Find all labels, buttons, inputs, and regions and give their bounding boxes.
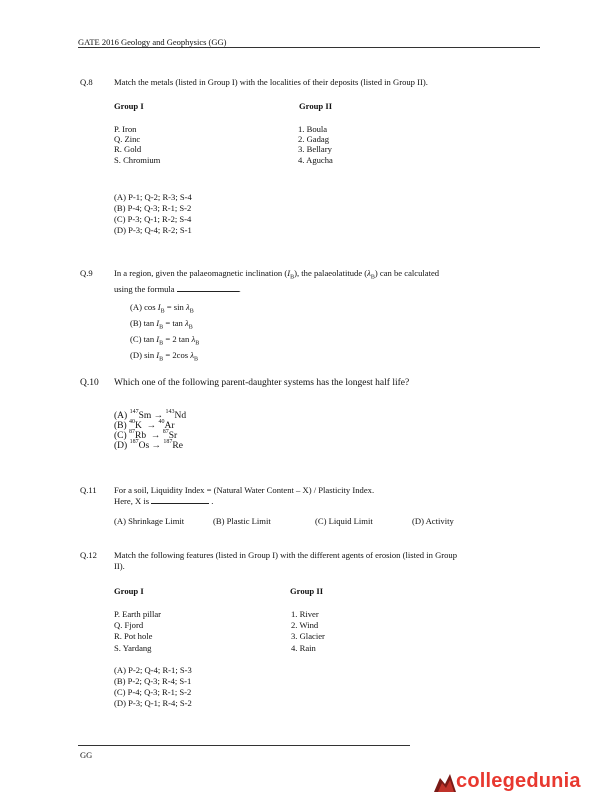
q10-text: Which one of the following parent-daughter systems has the longest half life? (114, 378, 410, 388)
list-item: 2. Gadag (298, 134, 330, 145)
list-item: R. Gold (114, 144, 142, 155)
q12-text: Match the following features (listed in Group I) with the different agents of erosion (listed in Group II). (114, 550, 458, 571)
answer-blank (151, 496, 209, 504)
q11-option-b: (B) Plastic Limit (213, 516, 271, 526)
option: (A) P-1; Q-2; R-3; S-4 (114, 192, 192, 202)
q12-options (114, 665, 192, 709)
q8-group2-list (298, 124, 333, 165)
q12-group2-title: Group II (290, 586, 324, 596)
header-divider (78, 47, 540, 48)
option: (C) P-3; Q-1; R-2; S-4 (114, 214, 192, 224)
list-item: Q. Fjord (114, 620, 144, 631)
list-item: P. Earth pillar (114, 609, 162, 619)
option: (B) $^{40}$K → $^{40}$Ar (114, 419, 175, 431)
q10-options (114, 411, 186, 451)
option: (B) P-4; Q-3; R-1; S-2 (114, 203, 192, 213)
q12-group1-list (114, 609, 161, 654)
q8-number: Q.8 (80, 77, 93, 87)
q8-text: Match the metals (listed in Group I) with the localities of their deposits (listed in Group II). (114, 77, 428, 87)
q8-options (114, 192, 192, 236)
q8-group1-list (114, 124, 160, 165)
option: (B) P-2; Q-3; R-4; S-1 (114, 676, 192, 686)
option: (D) P-3; Q-4; R-2; S-1 (114, 225, 192, 235)
answer-blank (177, 284, 239, 292)
option: (A) P-2; Q-4; R-1; S-3 (114, 665, 192, 675)
list-item: 1. River (291, 609, 319, 619)
list-item: P. Iron (114, 124, 137, 134)
q11-option-d: (D) Activity (412, 516, 454, 526)
q8-group1-title: Group I (114, 101, 144, 111)
q9-options (130, 302, 199, 367)
option: (D) $\sin I_B = 2\cos$ $\lambda_B$ (130, 350, 199, 364)
q11-option-c: (C) Liquid Limit (315, 516, 373, 526)
option: (C) P-4; Q-3; R-1; S-2 (114, 687, 192, 697)
list-item: S. Yardang (114, 642, 152, 653)
page-header-title: GATE 2016 Geology and Geophysics (GG) (78, 37, 227, 47)
logo-text: collegedunia (456, 770, 581, 792)
list-item: 3. Bellary (298, 144, 332, 155)
q9-text: In a region, given the palaeomagnetic inclination $(I_B)$, the palaeolatitude $(\lambda_B)$ can be calculated using the formula . (114, 268, 440, 294)
logo-icon (432, 772, 458, 794)
list-item: 1. Boula (298, 124, 328, 134)
list-item: Q. Zinc (114, 134, 141, 145)
option: (C) $^{87}$Rb → $^{87}$Sr (114, 429, 178, 441)
option: (D) P-3; Q-1; R-4; S-2 (114, 698, 192, 708)
list-item: S. Chromium (114, 154, 161, 165)
list-item: 4. Rain (291, 642, 316, 653)
footer-code: GG (80, 750, 93, 760)
list-item: R. Pot hole (114, 631, 153, 642)
collegedunia-logo[interactable] (432, 770, 612, 792)
q11-text: For a soil, Liquidity Index = (Natural Water Content – X) / Plasticity Index. Here, X is . (114, 485, 375, 506)
q11-option-a: (A) Shrinkage Limit (114, 516, 185, 526)
q12-number: Q.12 (80, 550, 97, 560)
footer-divider (78, 745, 410, 746)
list-item: 4. Agucha (298, 154, 333, 165)
option: (A) $^{147}$Sm → $^{143}$Nd (114, 409, 187, 421)
q12-group1-title: Group I (114, 586, 144, 596)
option: (D) $^{187}$Os → $^{187}$Re (114, 439, 183, 451)
q12-group2-list (291, 609, 325, 654)
q8-group2-title: Group II (299, 101, 333, 111)
q9-number: Q.9 (80, 268, 93, 278)
option: (A) $\cos I_B = \sin \lambda_B$ (130, 302, 194, 315)
option: (C) $\tan I_B = 2$ $\tan \lambda_B$ (130, 334, 200, 347)
list-item: 3. Glacier (291, 631, 325, 642)
list-item: 2. Wind (291, 620, 319, 631)
option: (B) $\tan I_B = \tan \lambda_B$ (130, 318, 193, 331)
q10-number: Q.10 (80, 378, 99, 388)
q11-number: Q.11 (80, 485, 97, 495)
